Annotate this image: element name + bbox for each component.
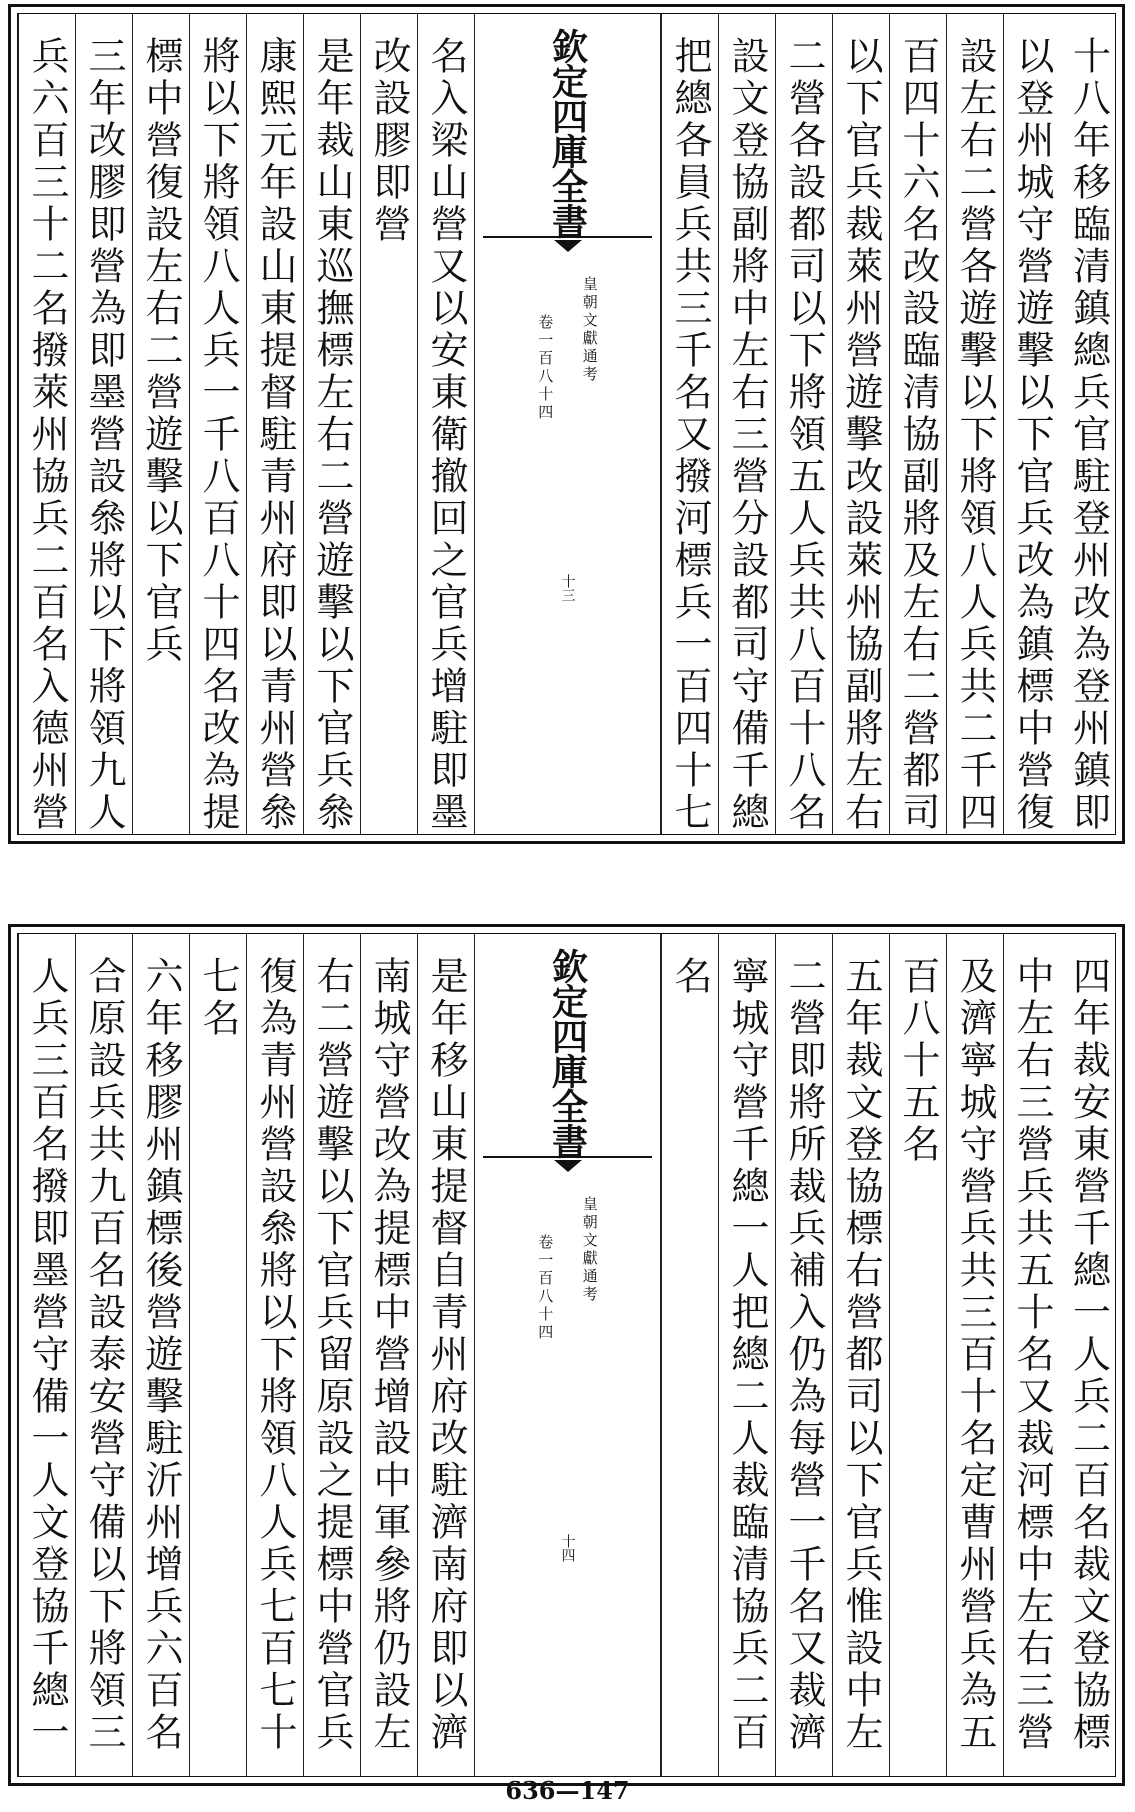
text-column xyxy=(775,14,832,834)
text-column xyxy=(246,14,303,834)
text-column xyxy=(889,14,946,834)
text-column xyxy=(832,14,889,834)
volume-label: 卷一百八十四 xyxy=(536,314,555,422)
column-right-7: 寧城守營千總一人把總二人裁臨清協兵二百 xyxy=(725,956,769,1754)
bottom-page-frame xyxy=(17,933,1116,1777)
column-left-3: 右二營遊擊以下官兵留原設之提標中營官兵 xyxy=(310,956,354,1754)
text-column xyxy=(417,14,474,834)
column-right-2: 以登州城守營遊擊以下官兵改為鎮標中營復 xyxy=(1010,36,1054,834)
text-column xyxy=(132,14,189,834)
column-right-4: 百八十五名 xyxy=(896,956,940,1166)
text-column xyxy=(246,934,303,1776)
column-left-6: 標中營復設左右二營遊擊以下官兵 xyxy=(139,36,183,666)
top-page xyxy=(8,4,1125,844)
folio-number: 十三 xyxy=(559,574,576,602)
text-column xyxy=(417,934,474,1776)
center-margin-column xyxy=(474,934,661,1776)
column-right-8: 把總各員兵共三千名又撥河標兵一百四十七 xyxy=(668,36,712,834)
text-column xyxy=(18,934,75,1776)
text-column xyxy=(189,934,246,1776)
fishtail-mark xyxy=(483,1156,652,1172)
text-column xyxy=(946,934,1003,1776)
text-column xyxy=(1060,934,1117,1776)
column-left-4: 復為青州營設叅將以下將領八人兵七百七十 xyxy=(253,956,297,1754)
text-column xyxy=(132,934,189,1776)
fishtail-mark xyxy=(483,236,652,252)
volume-label: 卷一百八十四 xyxy=(536,1234,555,1342)
column-right-1: 四年裁安東營千總一人兵二百名裁文登協標 xyxy=(1066,956,1111,1754)
column-right-2: 中左右三營兵共五十名又裁河標中左右三營 xyxy=(1010,956,1054,1754)
column-left-3: 是年裁山東巡撫標左右二營遊擊以下官兵叅 xyxy=(310,36,354,834)
column-right-5: 以下官兵裁萊州營遊擊改設萊州協副將左右 xyxy=(839,36,883,834)
column-left-2: 南城守營改為提標中營增設中軍參將仍設左 xyxy=(367,956,411,1754)
column-left-7: 三年改膠即營為即墨營設叅將以下將領九人 xyxy=(82,36,126,834)
page-number: 636—147 xyxy=(505,1776,630,1805)
column-left-8: 人兵三百名撥即墨營守備一人文登協千總一 xyxy=(25,956,69,1754)
text-column xyxy=(303,934,360,1776)
text-column xyxy=(718,14,775,834)
folio-number: 十四 xyxy=(559,1534,576,1562)
text-column xyxy=(946,14,1003,834)
text-column xyxy=(661,14,718,834)
header-title: 欽定四庫全書 xyxy=(546,948,589,1158)
top-page-frame xyxy=(17,13,1116,835)
column-left-4: 康熙元年設山東提督駐青州府即以青州營叅 xyxy=(253,36,297,834)
text-column xyxy=(18,14,75,834)
header-title: 欽定四庫全書 xyxy=(546,28,589,238)
text-column xyxy=(1060,14,1117,834)
text-column xyxy=(1003,14,1060,834)
center-margin-column xyxy=(474,14,661,834)
column-right-3: 及濟寧城守營兵共三百十名定曹州營兵為五 xyxy=(953,956,997,1754)
column-right-6: 二營即將所裁兵補入仍為每營一千名又裁濟 xyxy=(782,956,826,1754)
column-right-4: 百四十六名改設臨清協副將及左右二營都司 xyxy=(896,36,940,834)
text-column xyxy=(75,934,132,1776)
text-column xyxy=(360,934,417,1776)
text-column xyxy=(718,934,775,1776)
bottom-page xyxy=(8,924,1125,1786)
column-left-1: 名入梁山營又以安東衛撤回之官兵增駐即墨 xyxy=(424,36,468,834)
book-title: 皇朝文獻通考 xyxy=(580,276,599,384)
text-column xyxy=(360,14,417,834)
text-column xyxy=(775,934,832,1776)
column-left-1: 是年移山東提督自青州府改駐濟南府即以濟 xyxy=(424,956,468,1754)
text-column xyxy=(303,14,360,834)
text-column xyxy=(832,934,889,1776)
text-column xyxy=(75,14,132,834)
column-left-5: 七名 xyxy=(196,956,240,1040)
column-left-5: 將以下將領八人兵一千八百八十四名改為提 xyxy=(196,36,240,834)
column-left-7: 合原設兵共九百名設泰安營守備以下將領三 xyxy=(82,956,126,1754)
column-right-3: 設左右二營各遊擊以下將領八人兵共二千四 xyxy=(953,36,997,834)
text-column xyxy=(889,934,946,1776)
column-left-8: 兵六百三十二名撥萊州協兵二百名入德州營 xyxy=(25,36,69,834)
column-right-6: 二營各設都司以下將領五人兵共八百十八名 xyxy=(782,36,826,834)
text-column xyxy=(189,14,246,834)
book-title: 皇朝文獻通考 xyxy=(580,1196,599,1304)
column-left-2: 改設膠即營 xyxy=(367,36,411,246)
text-column xyxy=(1003,934,1060,1776)
column-right-1: 十八年移臨清鎮總兵官駐登州改為登州鎮即 xyxy=(1066,36,1111,834)
column-right-8: 名 xyxy=(668,956,712,998)
column-right-7: 設文登協副將中左右三營分設都司守備千總 xyxy=(725,36,769,834)
column-left-6: 六年移膠州鎮標後營遊擊駐沂州增兵六百名 xyxy=(139,956,183,1754)
column-right-5: 五年裁文登協標右營都司以下官兵惟設中左 xyxy=(839,956,883,1754)
text-column xyxy=(661,934,718,1776)
